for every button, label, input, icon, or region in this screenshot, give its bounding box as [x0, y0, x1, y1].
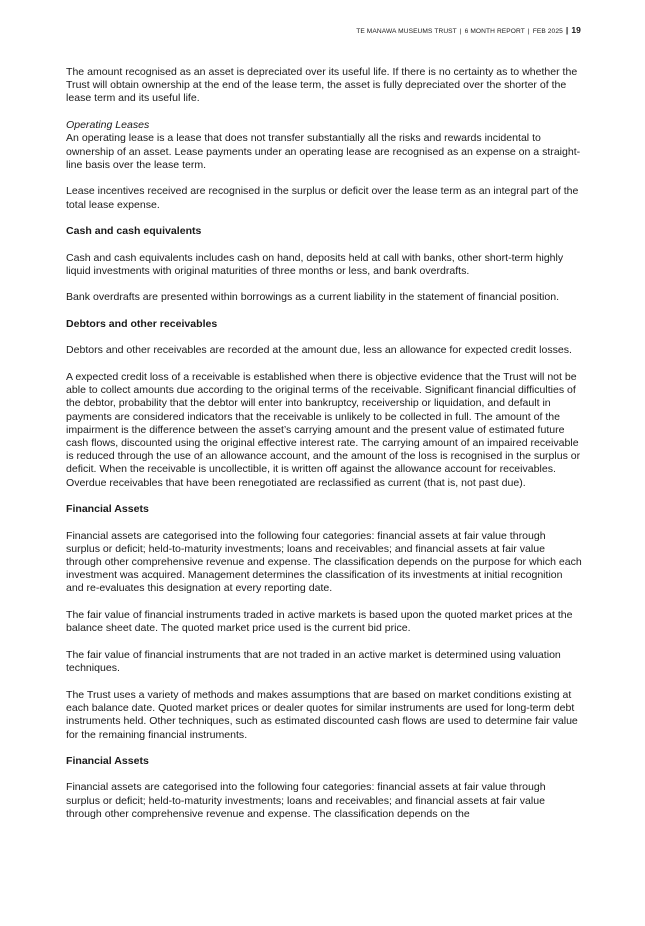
- paragraph: An operating lease is a lease that does not transfer substantially all the risks and rewards incidental to ownership of an asset. Lease payments under an operating lease are recognised as an expense on a straight-line basis over the lease term.: [66, 132, 581, 171]
- paragraph: A expected credit loss of a receivable is established when there is objective evidence that the Trust will not be able to collect amounts due according to the original terms of the receivable. Significant financial difficulties of the debtor, probability that the debtor will enter into bankruptcy, receivership or liquidation, and default in payments are considered indicators that the receivable is unlikely to be collected in full. The amount of the impairment is the difference between the asset’s carrying amount and the present value of estimated future cash flows, discounted using the original effective interest rate. The carrying amount of an impaired receivable is reduced through the use of an allowance account, and the amount of the loss is recognised in the surplus or deficit. When the receivable is uncollectible, it is written off against the allowance account for receivables. Overdue receivables that have been renegotiated are reclassified as current (that is, not past due).: [66, 371, 581, 489]
- header-date: FEB 2025: [532, 28, 563, 35]
- paragraph: Bank overdrafts are presented within borrowings as a current liability in the statement of financial position.: [66, 291, 560, 304]
- paragraph: The Trust uses a variety of methods and makes assumptions that are based on market conditions existing at each balance date. Quoted market prices or dealer quotes for similar instruments are used for long-term debt instruments held. Other techniques, such as estimated discounted cash flows are used to determine fair value for the remaining financial instruments.: [66, 688, 578, 741]
- page-header: TE MANAWA MUSEUMS TRUST | 6 MONTH REPORT | FEB 2025 | 19: [356, 25, 581, 35]
- paragraph: Financial assets are categorised into the following four categories: financial assets at fair value through surplus or deficit; held-to-maturity investments; loans and receivables; and financial assets at fair value through other comprehensive revenue and expense. The classification depends on the: [66, 781, 546, 820]
- paragraph: The fair value of financial instruments that are not traded in an active market is determined using valuation techniques.: [66, 649, 561, 675]
- document-body: [66, 66, 582, 835]
- header-title: TE MANAWA MUSEUMS TRUST: [356, 28, 457, 35]
- paragraph: Cash and cash equivalents includes cash on hand, deposits held at call with banks, other short-term highly liquid investments with original maturities of three months or less, and bank overdrafts.: [66, 251, 564, 277]
- heading-financial-assets-2: Financial Assets: [66, 755, 149, 768]
- header-report: 6 MONTH REPORT: [464, 28, 525, 35]
- paragraph: Financial assets are categorised into the following four categories: financial assets at fair value through surplus or deficit; held-to-maturity investments; loans and receivables; and financial assets at fair value through other comprehensive revenue and expense. The classification depends on the purpose for which each investment was acquired. Management determines the classification of its investments at initial recognition and re-evaluates this designation at every reporting date.: [66, 529, 582, 595]
- paragraph: Lease incentives received are recognised in the surplus or deficit over the lease term as an integral part of the total lease expense.: [66, 185, 579, 211]
- paragraph: The fair value of financial instruments traded in active markets is based upon the quoted market prices at the balance sheet date. The quoted market price used is the current bid price.: [66, 609, 573, 635]
- heading-financial-assets: Financial Assets: [66, 503, 149, 516]
- heading-cash: Cash and cash equivalents: [66, 225, 202, 238]
- heading-debtors: Debtors and other receivables: [66, 318, 218, 331]
- paragraph: The amount recognised as an asset is depreciated over its useful life. If there is no certainty as to whether the Trust will obtain ownership at the end of the lease term, the asset is fully depreciated over the shorter of the lease term and its useful life.: [66, 66, 578, 105]
- subheading-operating-leases: Operating Leases: [66, 119, 150, 132]
- paragraph: Debtors and other receivables are recorded at the amount due, less an allowance for expected credit losses.: [66, 344, 572, 357]
- page-number: 19: [571, 25, 581, 35]
